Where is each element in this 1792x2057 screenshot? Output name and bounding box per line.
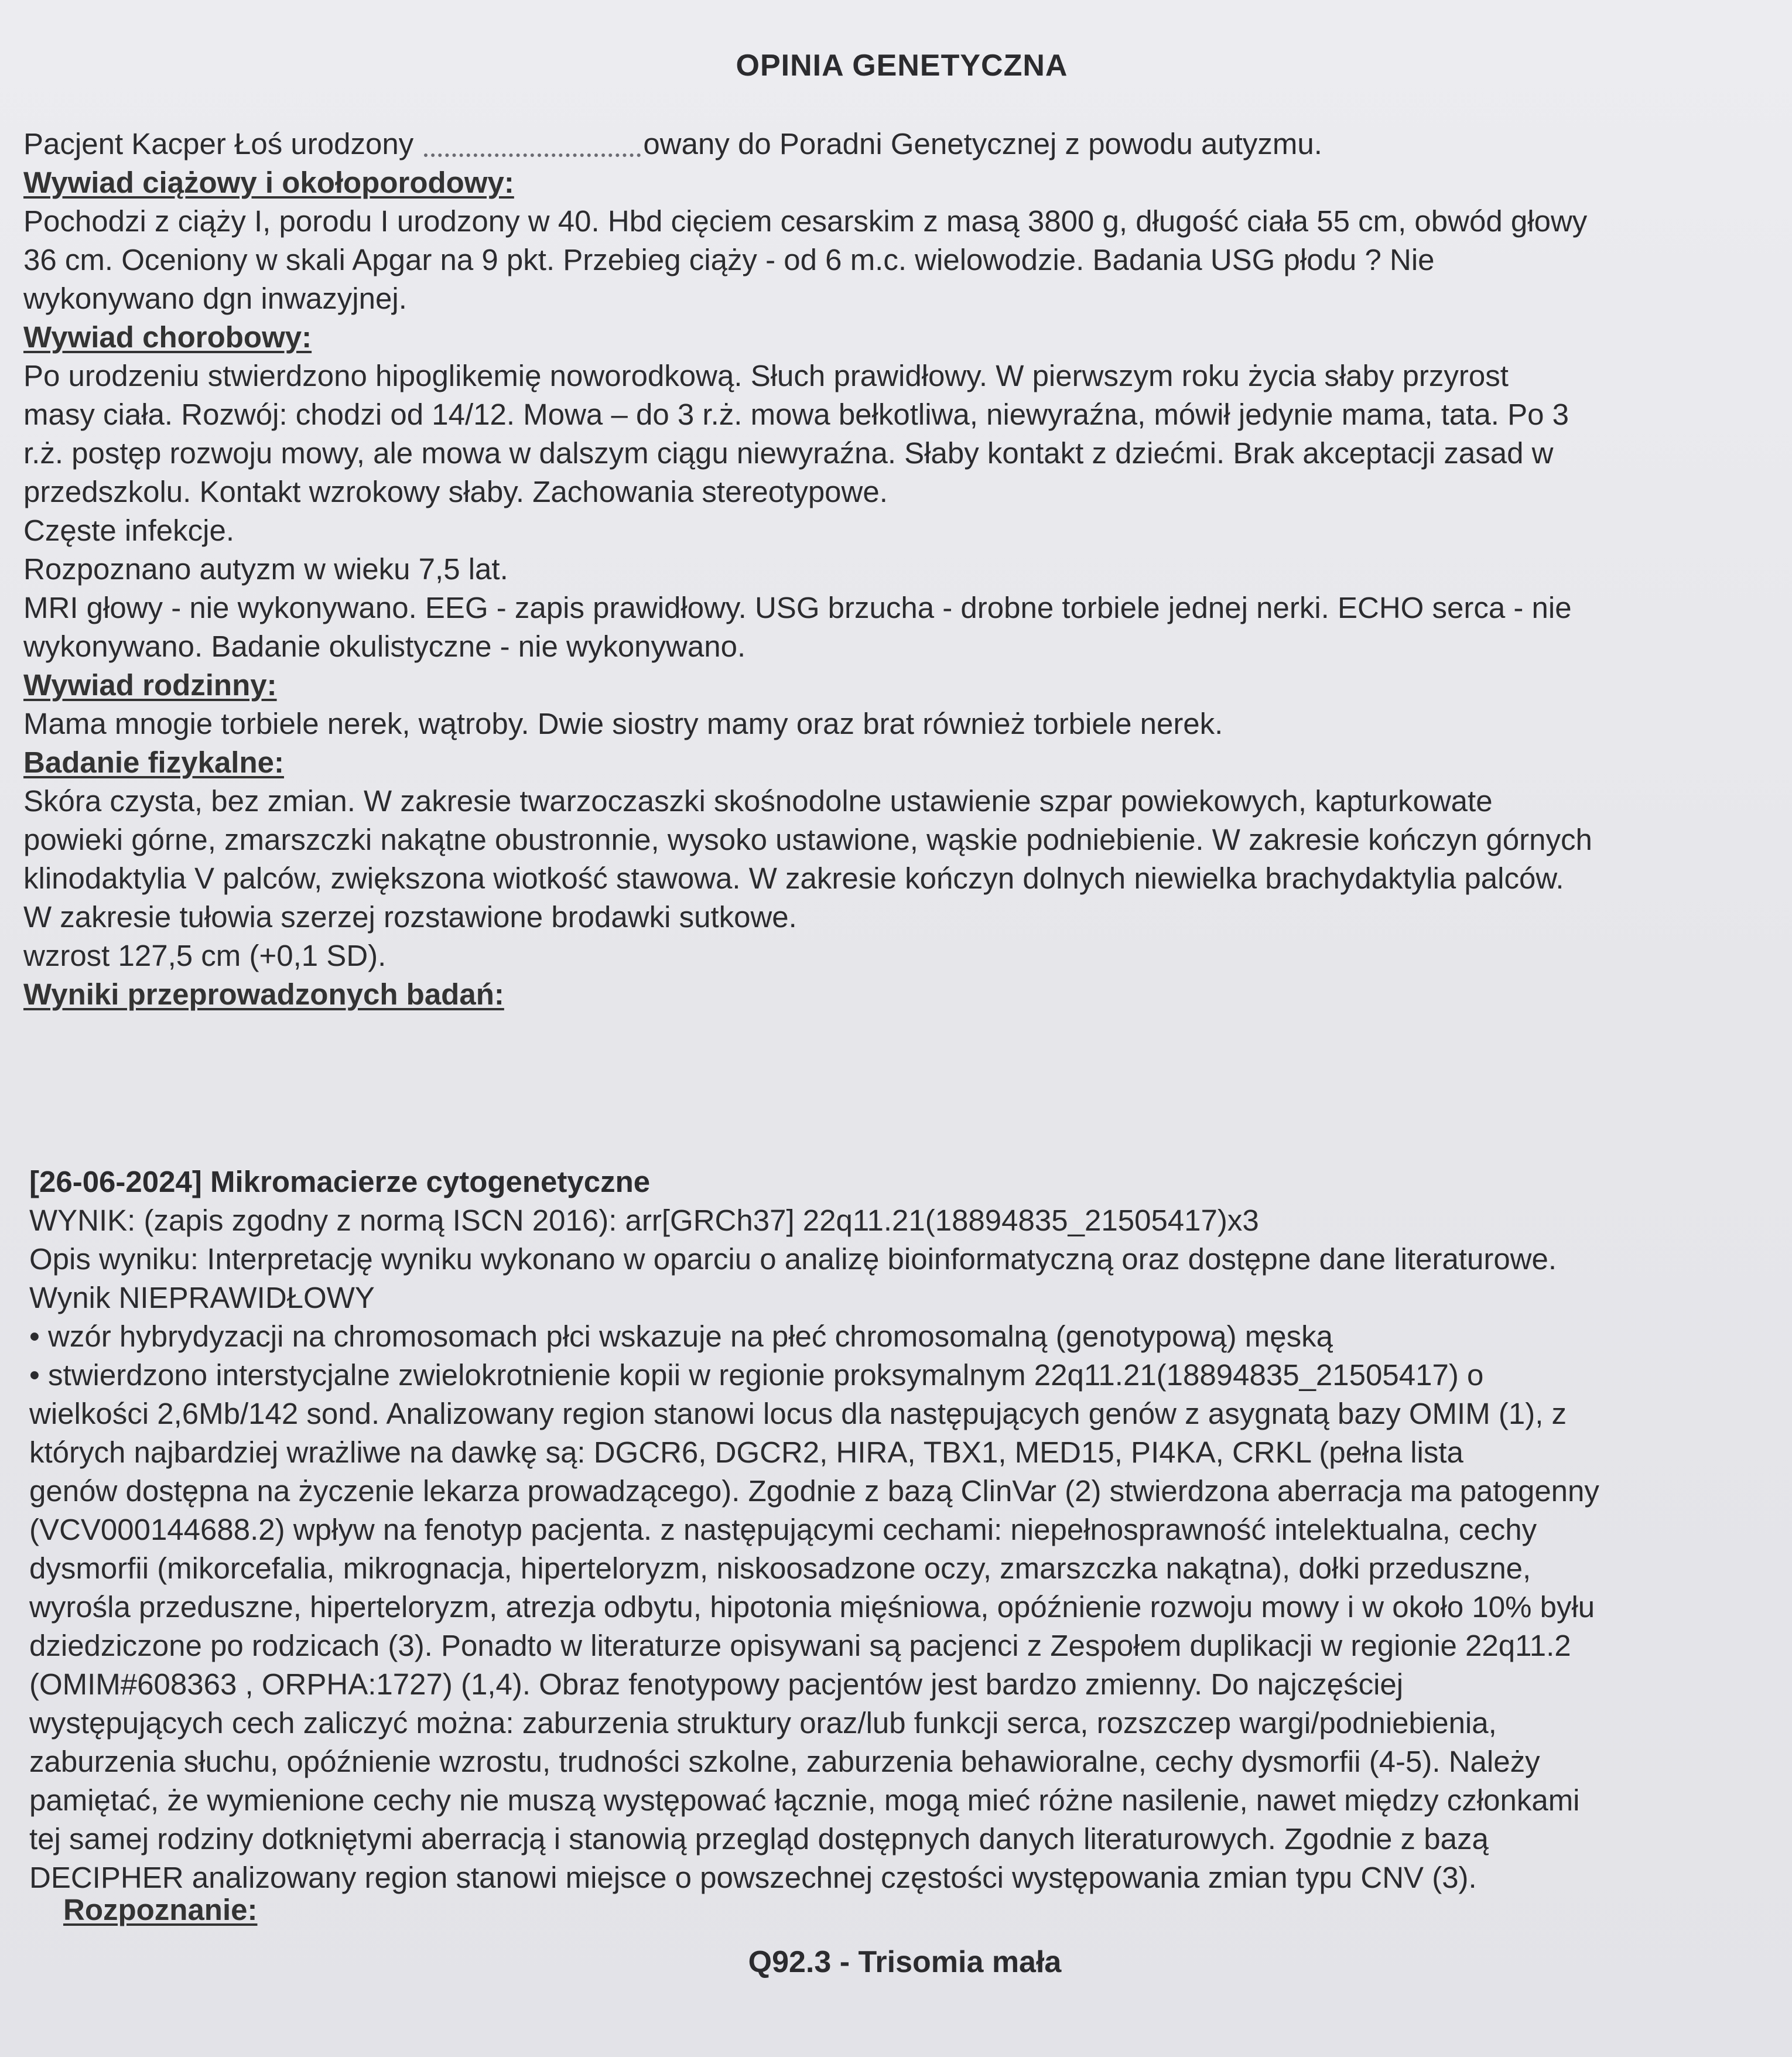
illness-line: wykonywano. Badanie okulistyczne - nie wykonywano.	[23, 630, 746, 663]
pregnancy-line: 36 cm. Oceniony w skali Apgar na 9 pkt. Przebieg ciąży - od 6 m.c. wielowodzie. Badania USG płodu ? Nie	[23, 243, 1435, 276]
results-line: WYNIK: (zapis zgodny z normą ISCN 2016): arr[GRCh37] 22q11.21(18894835_21505417)x3	[29, 1204, 1259, 1237]
pregnancy-line: wykonywano dgn inwazyjnej.	[23, 282, 407, 315]
illness-line: przedszkolu. Kontakt wzrokowy słaby. Zachowania stereotypowe.	[23, 475, 888, 508]
physical-line: klinodaktylia V palców, zwiększona wiotkość stawowa. W zakresie kończyn dolnych niewielka brachydaktylia palców.	[23, 862, 1564, 895]
redacted-date	[424, 136, 641, 157]
results-line: Wynik NIEPRAWIDŁOWY	[29, 1281, 375, 1314]
diagnosis-value: Q92.3 - Trisomia mała	[748, 1945, 1062, 1979]
results-line: (VCV000144688.2) wpływ na fenotyp pacjenta. z następującymi cechami: niepełnosprawność intelektualna, cechy	[29, 1513, 1537, 1546]
results-line: wyrośla przeduszne, hiperteloryzm, atrezja odbytu, hipotonia mięśniowa, opóźnienie rozwoju mowy i w około 10% byłu	[29, 1590, 1595, 1624]
results-line: pamiętać, że wymienione cechy nie muszą występować łącznie, mogą mieć różne nasilenie, nawet między członkami	[29, 1783, 1580, 1817]
family-heading: Wywiad rodzinny:	[23, 668, 277, 702]
upper-section	[23, 125, 1774, 1014]
results-line: genów dostępna na życzenie lekarza prowadzącego). Zgodnie z bazą ClinVar (2) stwierdzona aberracja ma patogenny	[29, 1474, 1599, 1508]
physical-line: powieki górne, zmarszczki nakątne obustronnie, wysoko ustawione, wąskie podniebienie. W zakresie kończyn górnych	[23, 823, 1592, 856]
illness-line: Po urodzeniu stwierdzono hipoglikemię noworodkową. Słuch prawidłowy. W pierwszym roku życia słaby przyrost	[23, 359, 1509, 392]
results-line: których najbardziej wrażliwe na dawkę są: DGCR6, DGCR2, HIRA, TBX1, MED15, PI4KA, CRKL (pełna lista	[29, 1436, 1463, 1469]
document-title: OPINIA GENETYCZNA	[736, 49, 1068, 83]
results-line: • stwierdzono interstycjalne zwielokrotnienie kopii w regionie proksymalnym 22q11.21(18894835_21505417) o	[29, 1358, 1484, 1392]
intro-line	[23, 125, 1774, 163]
results-line: występujących cech zaliczyć można: zaburzenia struktury oraz/lub funkcji serca, rozszczep wargi/podniebienia,	[29, 1706, 1497, 1740]
results-line: • wzór hybrydyzacji na chromosomach płci wskazuje na płeć chromosomalną (genotypową) męską	[29, 1320, 1333, 1353]
illness-line: Rozpoznano autyzm w wieku 7,5 lat.	[23, 552, 508, 586]
results-line: DECIPHER analizowany region stanowi miejsce o powszechnej częstości występowania zmian typu CNV (3).	[29, 1861, 1477, 1894]
illness-line: r.ż. postęp rozwoju mowy, ale mowa w dalszym ciągu niewyraźna. Słaby kontakt z dziećmi. Brak akceptacji zasad w	[23, 436, 1554, 470]
illness-heading: Wywiad chorobowy:	[23, 320, 312, 354]
results-heading: Wyniki przeprowadzonych badań:	[23, 978, 504, 1011]
intro-text-before: Pacjent Kacper Łoś urodzony	[23, 127, 414, 160]
diagnosis-section	[63, 1891, 1792, 1929]
physical-line: Skóra czysta, bez zmian. W zakresie twarzoczaszki skośnodolne ustawienie szpar powiekowych, kapturkowate	[23, 784, 1493, 818]
pregnancy-line: Pochodzi z ciąży I, porodu I urodzony w 40. Hbd cięciem cesarskim z masą 3800 g, długość ciała 55 cm, obwód głowy	[23, 204, 1588, 238]
results-line: (OMIM#608363 , ORPHA:1727) (1,4). Obraz fenotypowy pacjentów jest bardzo zmienny. Do najczęściej	[29, 1668, 1404, 1701]
results-line: dysmorfii (mikorcefalia, mikrognacja, hiperteloryzm, niskoosadzone oczy, zmarszczka nakątna), dołki przeduszne,	[29, 1552, 1531, 1585]
diagnosis-heading: Rozpoznanie:	[63, 1893, 258, 1926]
results-line: wielkości 2,6Mb/142 sond. Analizowany region stanowi locus dla następujących genów z asygnatą bazy OMIM (1), z	[29, 1397, 1567, 1430]
results-line: zaburzenia słuchu, opóźnienie wzrostu, trudności szkolne, zaburzenia behawioralne, cechy dysmorfii (4-5). Należy	[29, 1745, 1540, 1778]
physical-line: W zakresie tułowia szerzej rozstawione brodawki sutkowe.	[23, 900, 797, 934]
illness-line: Częste infekcje.	[23, 514, 234, 547]
family-line: Mama mnogie torbiele nerek, wątroby. Dwie siostry mamy oraz brat również torbiele nerek.	[23, 707, 1223, 740]
results-section	[29, 1163, 1780, 1897]
results-title: [26-06-2024] Mikromacierze cytogenetyczne	[29, 1165, 651, 1198]
physical-line: wzrost 127,5 cm (+0,1 SD).	[23, 939, 387, 972]
results-line: Opis wyniku: Interpretację wyniku wykonano w oparciu o analizę bioinformatyczną oraz dostępne dane literaturowe.	[29, 1242, 1557, 1276]
intro-text-after: owany do Poradni Genetycznej z powodu autyzmu.	[643, 127, 1322, 160]
results-line: dziedziczone po rodzicach (3). Ponadto w literaturze opisywani są pacjenci z Zespołem duplikacji w regionie 22q11.2	[29, 1629, 1571, 1662]
illness-line: MRI głowy - nie wykonywano. EEG - zapis prawidłowy. USG brzucha - drobne torbiele jednej nerki. ECHO serca - nie	[23, 591, 1572, 624]
physical-heading: Badanie fizykalne:	[23, 746, 284, 779]
illness-line: masy ciała. Rozwój: chodzi od 14/12. Mowa – do 3 r.ż. mowa bełkotliwa, niewyraźna, mówił jedynie mama, tata. Po 3	[23, 398, 1569, 431]
results-line: tej samej rodziny dotkniętymi aberracją i stanowią przegląd dostępnych danych literaturowych. Zgodnie z bazą	[29, 1822, 1489, 1856]
pregnancy-heading: Wywiad ciążowy i okołoporodowy:	[23, 166, 514, 199]
